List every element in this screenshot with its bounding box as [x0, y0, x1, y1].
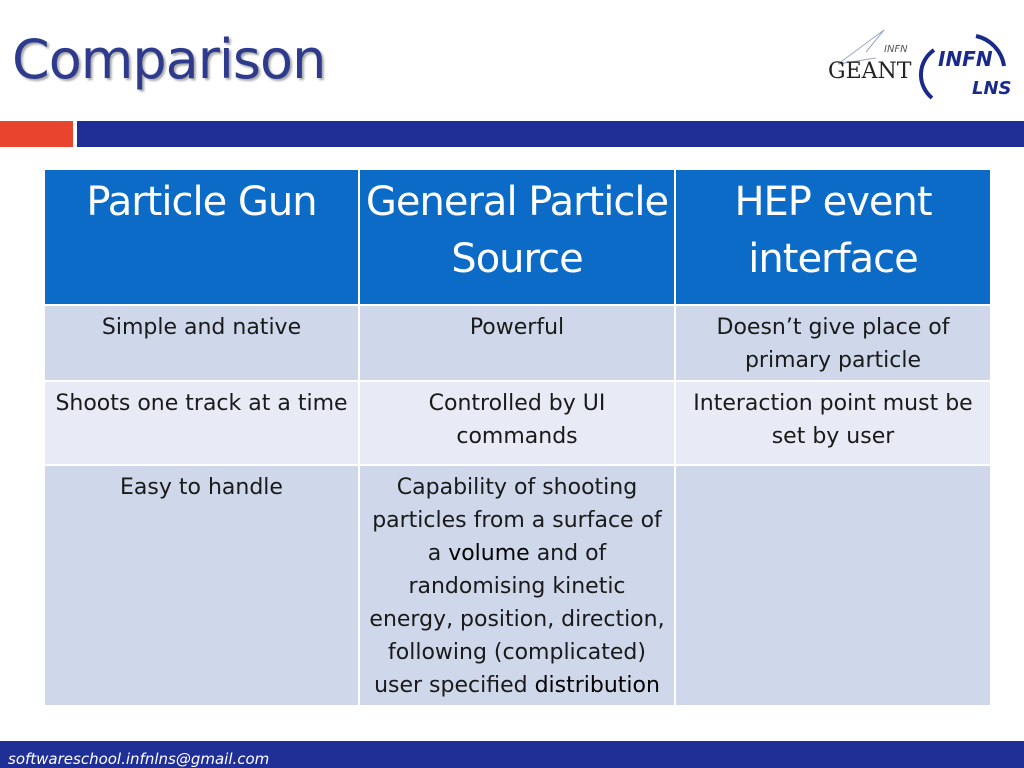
header-particle-gun: Particle Gun	[44, 169, 359, 305]
table-header-row	[44, 169, 991, 305]
svg-text:INFN: INFN	[884, 44, 908, 55]
gps-text-mid: and of randomising kinetic energy, position, direction, following (complicated) user specified	[369, 541, 665, 698]
slide-title: Comparison	[12, 28, 326, 91]
table-cell: Simple and native	[44, 305, 359, 381]
geant-infn-lns-logo	[826, 22, 1016, 106]
footer-email: softwareschool.infnlns@gmail.com	[8, 750, 270, 768]
accent-bar-blue	[77, 121, 1024, 147]
table-row	[44, 305, 991, 381]
table-cell: Shoots one track at a time	[44, 381, 359, 465]
table-cell-gps-capability	[359, 465, 675, 706]
table-cell: Doesn’t give place of primary particle	[675, 305, 991, 381]
svg-text:LNS: LNS	[972, 78, 1012, 99]
table-row	[44, 465, 991, 706]
table-row	[44, 381, 991, 465]
accent-bar-orange	[0, 121, 73, 147]
gps-volume-link-text: volume	[448, 541, 530, 566]
svg-text:INFN: INFN	[938, 47, 993, 71]
gps-distribution-link-text: distribution	[534, 673, 660, 698]
table-cell: Interaction point must be set by user	[675, 381, 991, 465]
header-hep-event-interface: HEP event interface	[675, 169, 991, 305]
table-cell: Powerful	[359, 305, 675, 381]
gps-text-start: Capability of shooting particles from a surface of a	[372, 475, 662, 566]
comparison-table	[43, 168, 992, 707]
table-cell: Easy to handle	[44, 465, 359, 706]
table-cell	[675, 465, 991, 706]
svg-text:GEANT: GEANT	[828, 59, 912, 84]
table-cell: Controlled by UI commands	[359, 381, 675, 465]
header-general-particle-source: General Particle Source	[359, 169, 675, 305]
footer-bar	[0, 741, 1024, 768]
